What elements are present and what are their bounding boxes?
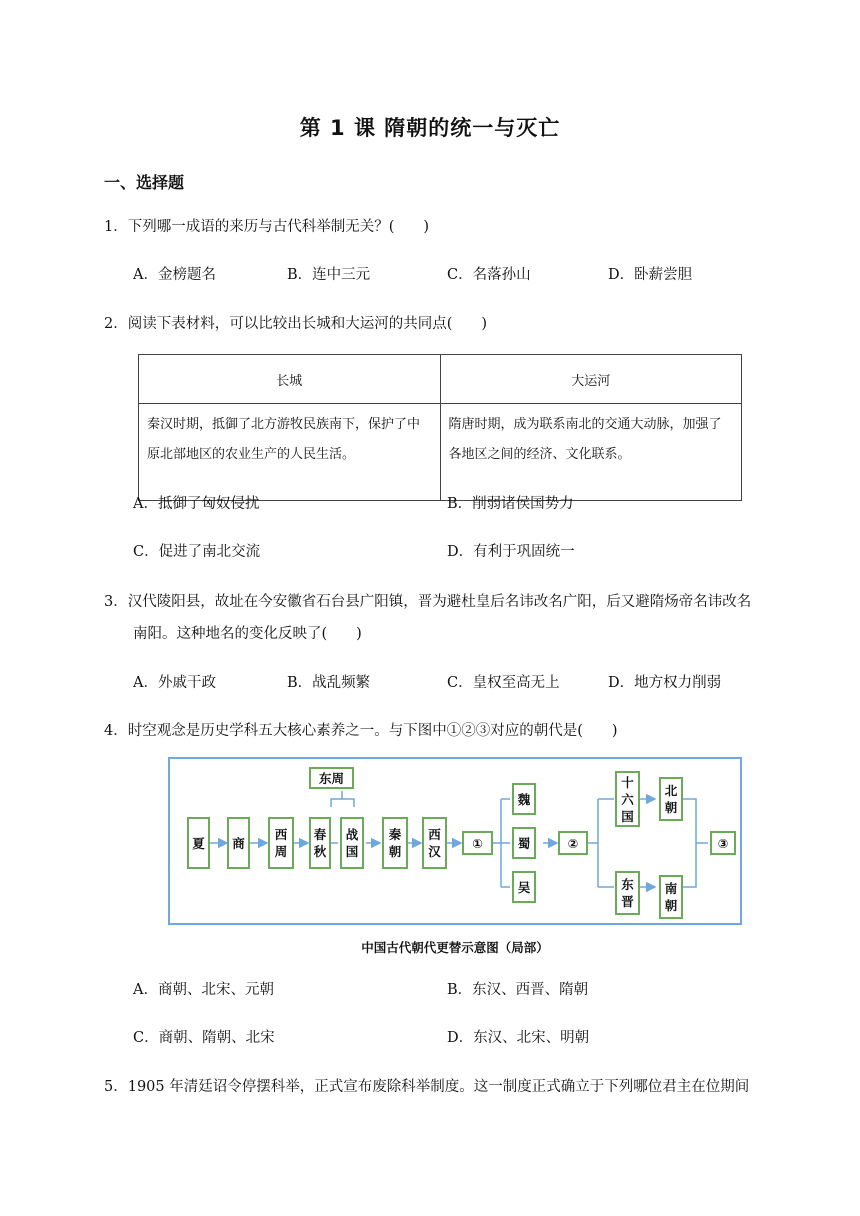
- table-header-grand-canal: 大运河: [440, 355, 742, 404]
- box-xia: 夏: [187, 817, 210, 869]
- box-nanchao: 南 朝: [659, 875, 683, 919]
- bracket-split: [588, 799, 614, 887]
- q4-option-a: A．商朝、北宋、元朝: [133, 982, 274, 998]
- question-4: 4．时空观念是历史学科五大核心素养之一。与下图中①②③对应的朝代是( ): [104, 723, 618, 739]
- box-xizhou: 西 周: [268, 817, 294, 869]
- question-2: 2．阅读下表材料，可以比较出长城和大运河的共同点( ): [104, 316, 488, 332]
- box-dongjin: 东 晋: [615, 871, 640, 915]
- question-3-line-2: 南阳。这种地名的变化反映了( ): [133, 626, 362, 642]
- box-beichao: 北 朝: [659, 777, 683, 821]
- q4-option-b: B．东汉、西晋、隋朝: [447, 982, 589, 998]
- figure-caption: 中国古代朝代更替示意图（局部）: [361, 940, 549, 955]
- q1-option-d: D．卧薪尝胆: [608, 267, 693, 283]
- page-title: 第 1 课 隋朝的统一与灭亡: [299, 116, 561, 140]
- section-heading: 一、选择题: [104, 173, 185, 192]
- q2-option-b: B．削弱诸侯国势力: [447, 496, 574, 512]
- q4-option-d: D．东汉、北宋、明朝: [447, 1030, 590, 1046]
- q4-option-c: C．商朝、隋朝、北宋: [133, 1030, 275, 1046]
- material-table: [138, 354, 742, 501]
- box-chunqiu: 春 秋: [309, 817, 331, 869]
- question-5: 5．1905 年清廷诏令停摆科举，正式宣布废除科举制度。这一制度正式确立于下列哪位君主在位期间: [104, 1079, 750, 1095]
- box-shiliuguo: 十 六 国: [615, 771, 640, 827]
- question-1: 1．下列哪一成语的来历与古代科举制无关？( ): [104, 219, 430, 235]
- question-3-line-1: 3．汉代陵阳县，故址在今安徽省石台县广阳镇，晋为避杜皇后名讳改名广阳，后又避隋炀帝名讳改名: [104, 594, 752, 610]
- box-wu: 吴: [512, 871, 536, 903]
- q1-option-c: C．名落孙山: [447, 267, 531, 283]
- box-blank-3: ③: [710, 831, 736, 855]
- box-qin: 秦 朝: [382, 817, 408, 869]
- box-zhanguo: 战 国: [340, 817, 364, 869]
- bracket-dongzhou: [331, 791, 354, 807]
- box-blank-1: ①: [462, 831, 493, 855]
- box-dongzhou: 东周: [309, 767, 354, 789]
- box-shu: 蜀: [512, 827, 536, 859]
- dynasty-diagram: [168, 757, 742, 925]
- box-wei: 魏: [512, 783, 536, 815]
- box-shang: 商: [227, 817, 250, 869]
- table-header-great-wall: 长城: [139, 355, 441, 404]
- bracket-three-kingdoms: [493, 799, 510, 887]
- table-cell-great-wall: 秦汉时期，抵御了北方游牧民族南下，保护了中原北部地区的农业生产的人民生活。: [139, 404, 441, 501]
- q2-option-d: D．有利于巩固统一: [447, 544, 575, 560]
- q1-option-b: B．连中三元: [287, 267, 371, 283]
- table-cell-grand-canal: 隋唐时期，成为联系南北的交通大动脉，加强了各地区之间的经济、文化联系。: [440, 404, 742, 501]
- q2-option-c: C．促进了南北交流: [133, 544, 261, 560]
- diagram-connectors: [170, 759, 740, 923]
- q3-option-a: A．外戚干政: [133, 675, 216, 691]
- bracket-merge: [683, 799, 708, 887]
- q3-option-d: D．地方权力削弱: [608, 675, 722, 691]
- box-blank-2: ②: [558, 831, 588, 855]
- q1-option-a: A．金榜题名: [133, 267, 216, 283]
- q2-option-a: A．抵御了匈奴侵扰: [133, 496, 260, 512]
- q3-option-b: B．战乱频繁: [287, 675, 371, 691]
- box-xihan: 西 汉: [422, 817, 447, 869]
- q3-option-c: C．皇权至高无上: [447, 675, 560, 691]
